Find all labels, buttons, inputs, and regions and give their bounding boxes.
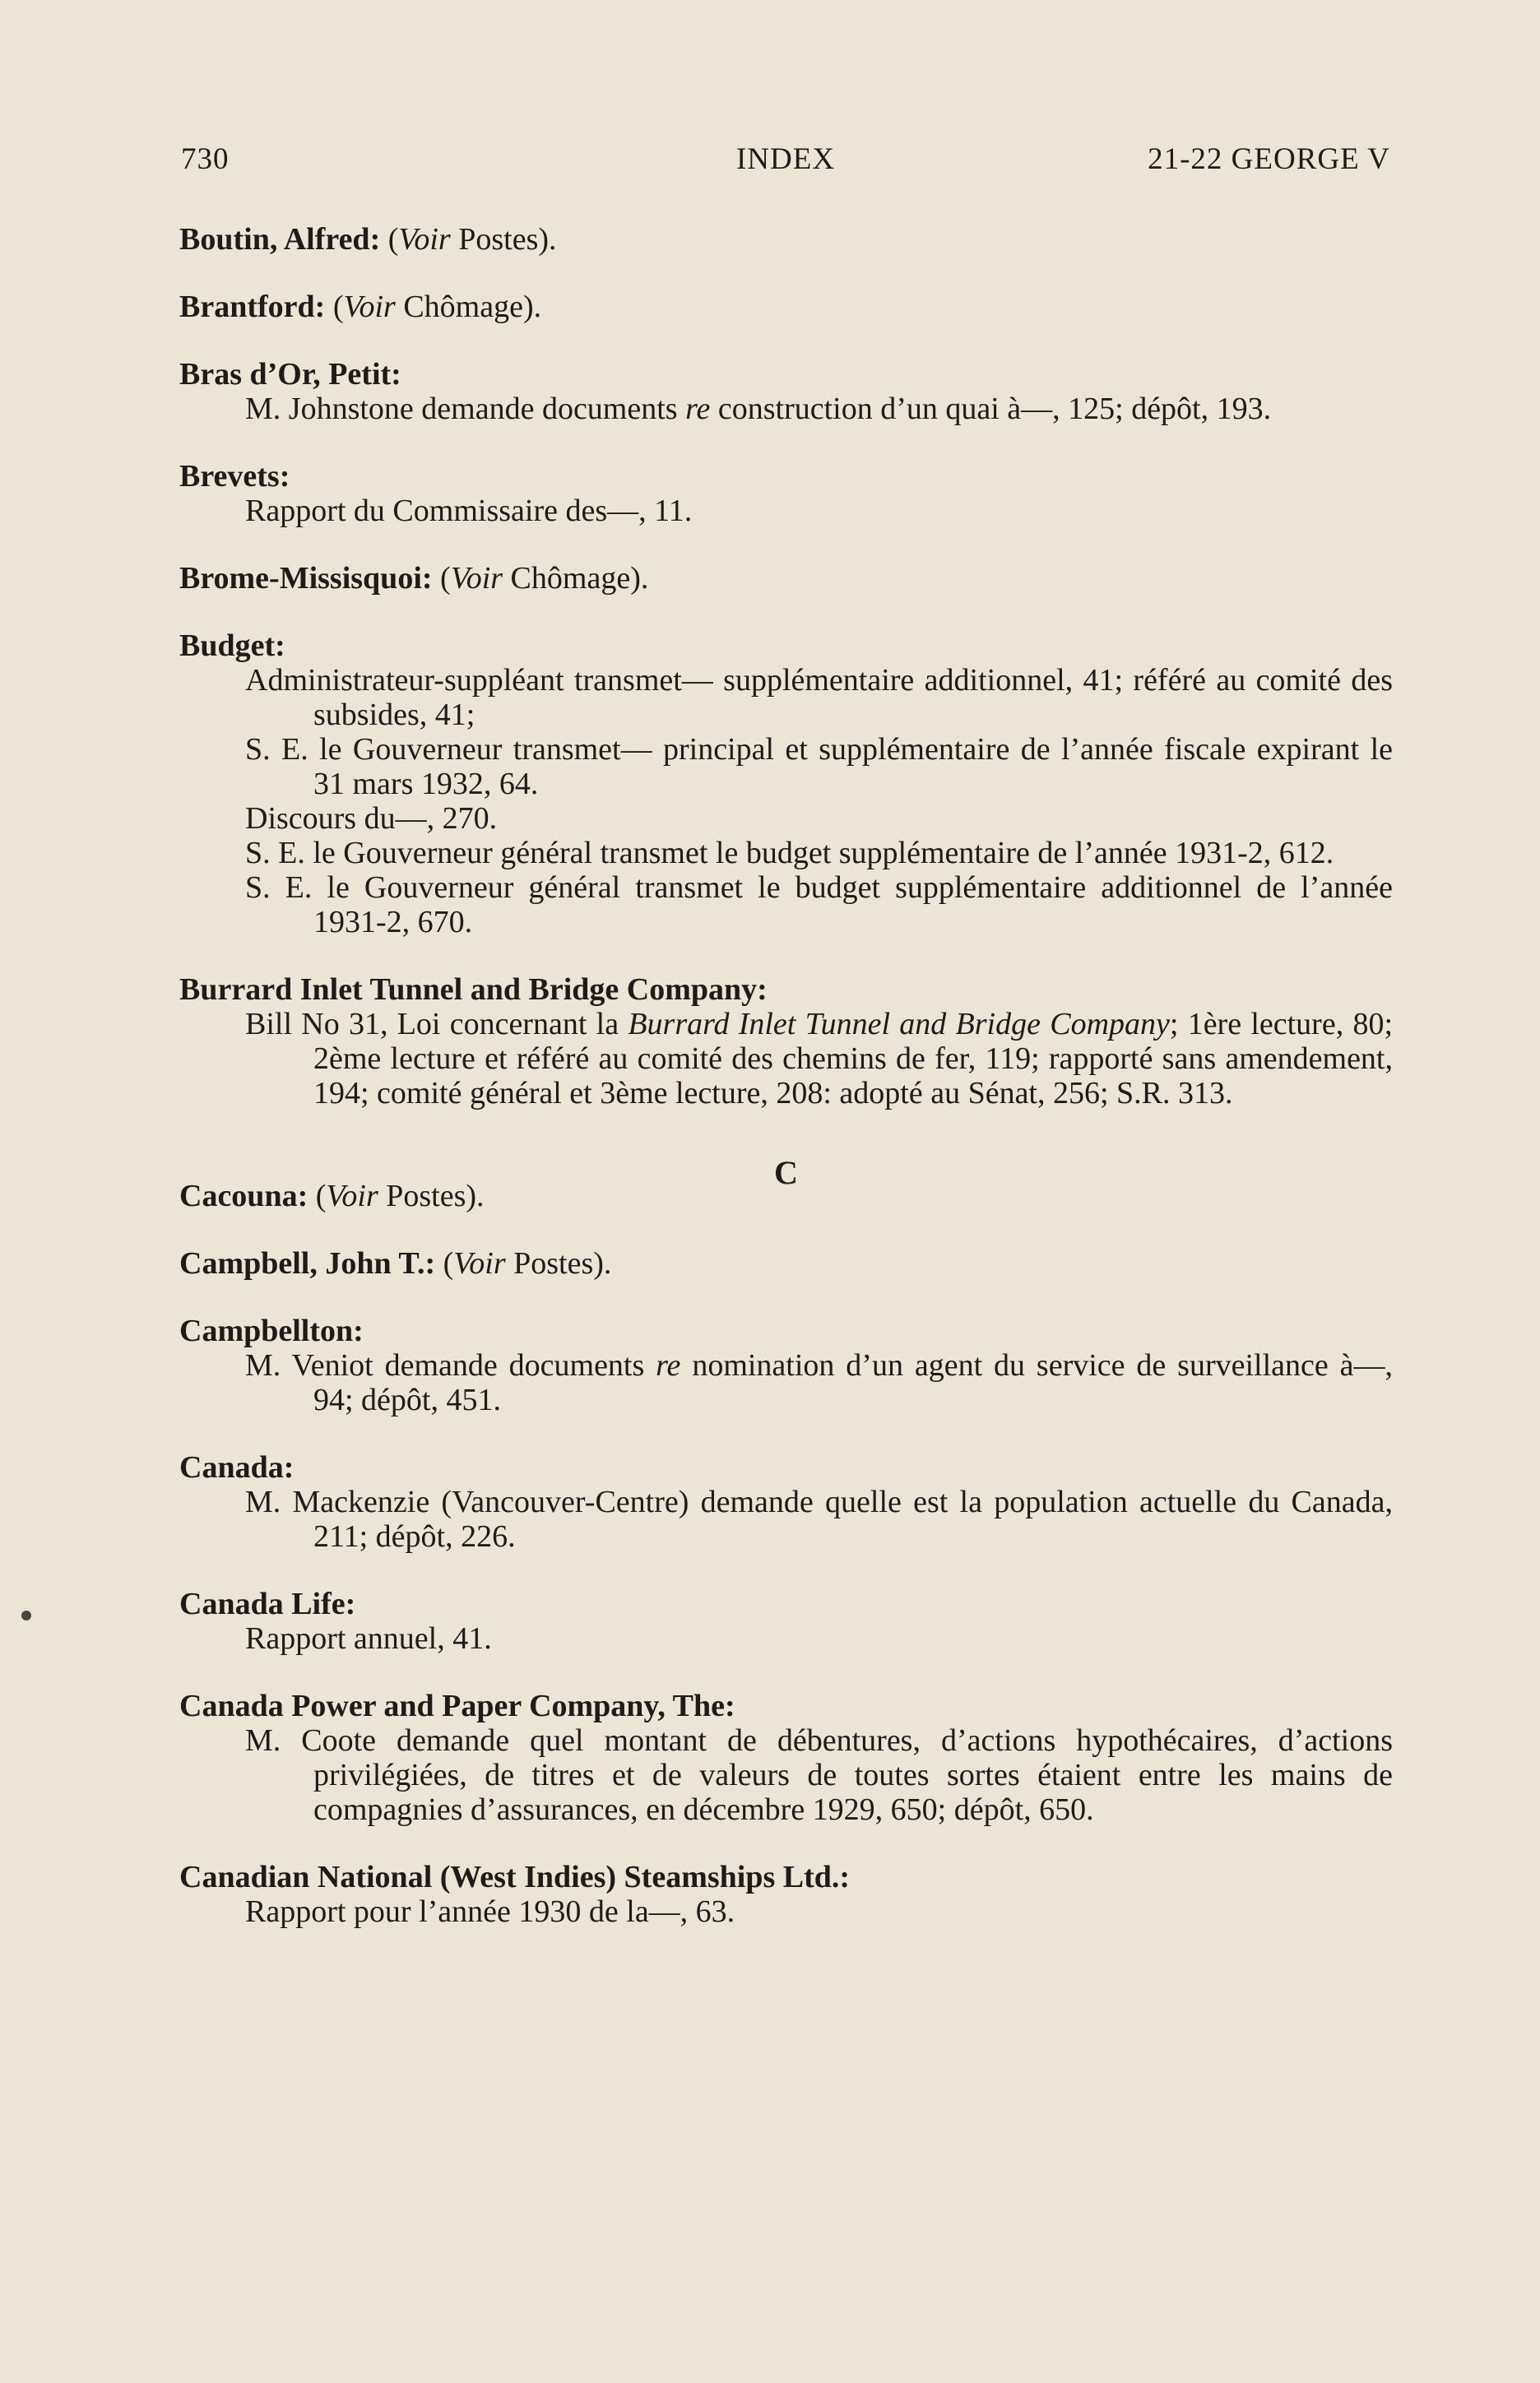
page-number: 730 bbox=[181, 142, 230, 176]
entry-item: M. Mackenzie (Vancouver-Centre) demande quelle est la population actuelle du Canada, 211; dépôt, 226. bbox=[245, 1485, 1393, 1554]
voir-word: Voir bbox=[453, 1246, 506, 1281]
see-reference: (Voir Postes). bbox=[443, 1246, 612, 1281]
index-entry-budget bbox=[179, 628, 1393, 939]
see-reference: (Voir Postes). bbox=[315, 1179, 485, 1213]
entry-item: Rapport annuel, 41. bbox=[245, 1621, 492, 1656]
index-entry-canada-power bbox=[179, 1689, 1393, 1827]
entry-item: M. Coote demande quel montant de débentures, d’actions hypothécaires, d’actions privilégiées, de titres et de valeurs de toutes sortes étaient entre les mains de compagnies d’assurances, en décembre 1929, 650; dépôt, 650. bbox=[245, 1723, 1393, 1827]
index-entry-campbell bbox=[179, 1246, 1393, 1281]
see-reference: (Voir Chômage). bbox=[332, 290, 542, 324]
index-body bbox=[179, 222, 1393, 1962]
index-entry-brevets bbox=[179, 459, 1393, 528]
running-head-reign: 21-22 GEORGE V bbox=[1148, 142, 1390, 176]
voir-target: Postes bbox=[513, 1246, 594, 1281]
index-entry-canadian-national bbox=[179, 1860, 1393, 1929]
entry-heading: Brevets: bbox=[179, 459, 290, 494]
see-reference: (Voir Postes). bbox=[387, 222, 557, 257]
entry-item: Rapport pour l’année 1930 de la—, 63. bbox=[245, 1894, 735, 1929]
entry-heading: Budget: bbox=[179, 628, 285, 663]
entry-heading: Brantford: bbox=[179, 290, 326, 324]
entry-item: Administrateur-suppléant transmet— supplémentaire additionnel, 41; référé au comité des subsides, 41; bbox=[245, 663, 1393, 732]
index-entry-brantford bbox=[179, 290, 1393, 324]
entry-heading: Bras d’Or, Petit: bbox=[179, 357, 401, 392]
voir-target: Chômage bbox=[403, 290, 523, 324]
entry-heading: Campbell, John T.: bbox=[179, 1246, 436, 1281]
entry-heading: Canada: bbox=[179, 1450, 295, 1485]
voir-word: Voir bbox=[450, 561, 503, 596]
entry-heading: Canada Power and Paper Company, The: bbox=[179, 1689, 735, 1723]
entry-item: Discours du—, 270. bbox=[245, 801, 498, 836]
entry-heading: Canadian National (West Indies) Steamships Ltd.: bbox=[179, 1860, 851, 1894]
index-entry-brome-missisquoi bbox=[179, 561, 1393, 596]
index-entry-bras-dor bbox=[179, 357, 1393, 426]
entry-item: M. Veniot demande documents re nomination d’un agent du service de surveillance à—, 94; dépôt, 451. bbox=[245, 1348, 1393, 1417]
voir-target: Chômage bbox=[510, 561, 631, 596]
entry-heading: Campbellton: bbox=[179, 1314, 364, 1348]
entry-item: Rapport du Commissaire des—, 11. bbox=[245, 494, 693, 528]
entry-item: M. Johnstone demande documents re construction d’un quai à—, 125; dépôt, 193. bbox=[245, 392, 1272, 426]
voir-word: Voir bbox=[343, 290, 396, 324]
voir-word: Voir bbox=[326, 1179, 378, 1213]
see-reference: (Voir Chômage). bbox=[440, 561, 649, 596]
index-entry-campbellton bbox=[179, 1314, 1393, 1417]
entry-item: S. E. le Gouverneur général transmet le budget supplémentaire de l’année 1931-2, 612. bbox=[245, 836, 1334, 870]
entry-item: S. E. le Gouverneur général transmet le budget supplémentaire additionnel de l’année 1931-2, 670. bbox=[245, 870, 1393, 939]
entry-heading: Brome-Missisquoi: bbox=[179, 561, 433, 596]
entry-item: S. E. le Gouverneur transmet— principal et supplémentaire de l’année fiscale expirant le 31 mars 1932, 64. bbox=[245, 732, 1393, 801]
voir-target: Postes bbox=[386, 1179, 466, 1213]
index-entry-canada-life bbox=[179, 1587, 1393, 1656]
company-name: Burrard Inlet Tunnel and Bridge Company bbox=[628, 1007, 1170, 1041]
index-entry-boutin bbox=[179, 222, 1393, 257]
entry-heading: Burrard Inlet Tunnel and Bridge Company: bbox=[179, 972, 768, 1007]
index-entry-burrard-inlet bbox=[179, 972, 1393, 1110]
voir-target: Postes bbox=[458, 222, 539, 257]
running-head-title: INDEX bbox=[735, 142, 836, 176]
paper-blemish bbox=[21, 1611, 31, 1620]
entry-heading: Cacouna: bbox=[179, 1179, 308, 1213]
section-letter: C bbox=[774, 1154, 798, 1191]
voir-word: Voir bbox=[398, 222, 451, 257]
index-entry-canada bbox=[179, 1450, 1393, 1554]
entry-heading: Boutin, Alfred: bbox=[179, 222, 381, 257]
entry-item: Bill No 31, Loi concernant la Burrard Inlet Tunnel and Bridge Company; 1ère lecture, 80; 2ème lecture et référé au comité des chemins de fer, 119; rapporté sans amendement, 194; comité général et 3ème lecture, 208: adopté au Sénat, 256; S.R. 313. bbox=[245, 1007, 1393, 1110]
entry-heading: Canada Life: bbox=[179, 1587, 356, 1621]
